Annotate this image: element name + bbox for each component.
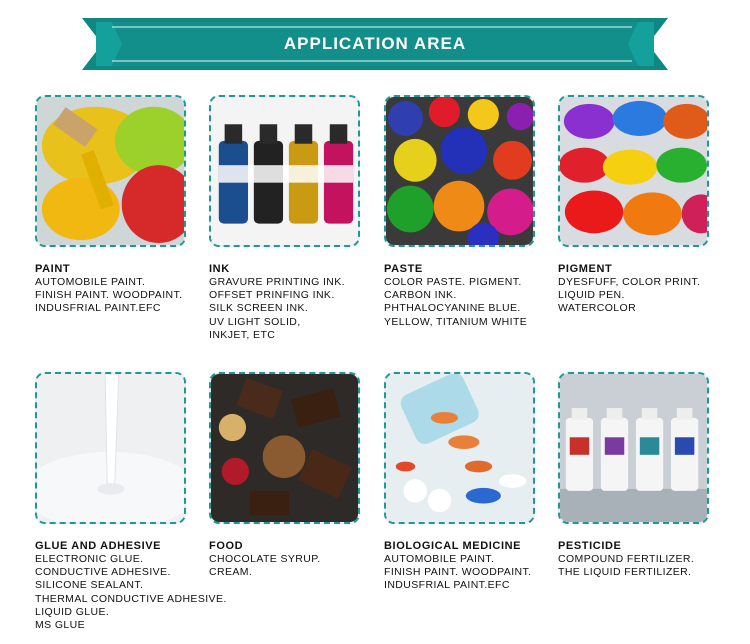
description-line: INDUSFRIAL PAINT.EFC [384, 579, 510, 592]
food-image [209, 372, 360, 524]
description-line: DYESFUFF, COLOR PRINT. [558, 276, 701, 288]
description-line: SILK SCREEN INK. [209, 302, 309, 315]
description-line: FINISH PAINT. WOODPAINT. [384, 566, 532, 579]
category-title: INK [209, 263, 230, 275]
description-line: INKJET, ETC [209, 328, 276, 341]
description-line: AUTOMOBILE PAINT. [384, 553, 495, 565]
banner-title: APPLICATION AREA [283, 34, 467, 53]
description-line: YELLOW, TITANIUM WHITE [384, 315, 528, 328]
category-title: PASTE [384, 263, 423, 275]
category-description [558, 553, 750, 579]
application-area-banner [82, 18, 668, 70]
category-description [558, 276, 750, 316]
description-line: WATERCOLOR [558, 302, 637, 315]
description-line: THE LIQUID FERTILIZER. [558, 566, 692, 579]
description-line: OFFSET PRINFING INK. [209, 289, 335, 302]
medicine-image [384, 372, 535, 524]
pigment-image [558, 95, 709, 247]
pesticide-image [558, 372, 709, 524]
glue-image [35, 372, 186, 524]
paste-image [384, 95, 535, 247]
ink-image [209, 95, 360, 247]
description-line: FINISH PAINT. WOODPAINT. [35, 289, 183, 302]
paint-image [35, 95, 186, 247]
category-title: GLUE AND ADHESIVE [35, 540, 162, 552]
description-line: INDUSFRIAL PAINT.EFC [35, 302, 161, 315]
description-line: COMPOUND FERTILIZER. [558, 553, 695, 565]
description-line: GRAVURE PRINTING INK. [209, 276, 345, 288]
description-line: MS GLUE [35, 619, 86, 632]
description-line: CREAM. [209, 566, 253, 579]
description-line: PHTHALOCYANINE BLUE. [384, 302, 521, 315]
category-title: FOOD [209, 540, 244, 552]
description-line: LIQUID GLUE. [35, 605, 110, 618]
description-line: SILICONE SEALANT. [35, 579, 144, 592]
description-line: CARBON INK. [384, 289, 457, 302]
description-line: LIQUID PEN. [558, 289, 625, 302]
description-line: COLOR PASTE. PIGMENT. [384, 276, 522, 288]
description-line: ELECTRONIC GLUE. [35, 553, 144, 565]
description-line: CHOCOLATE SYRUP. [209, 553, 321, 565]
description-line: AUTOMOBILE PAINT. [35, 276, 146, 288]
category-title: PAINT [35, 263, 71, 275]
category-title: BIOLOGICAL MEDICINE [384, 540, 522, 552]
category-title: PIGMENT [558, 263, 613, 275]
description-line: CONDUCTIVE ADHESIVE. [35, 566, 171, 579]
description-line: UV LIGHT SOLID, [209, 315, 301, 328]
category-title: PESTICIDE [558, 540, 622, 552]
description-line: THERMAL CONDUCTIVE ADHESIVE. [35, 592, 227, 605]
